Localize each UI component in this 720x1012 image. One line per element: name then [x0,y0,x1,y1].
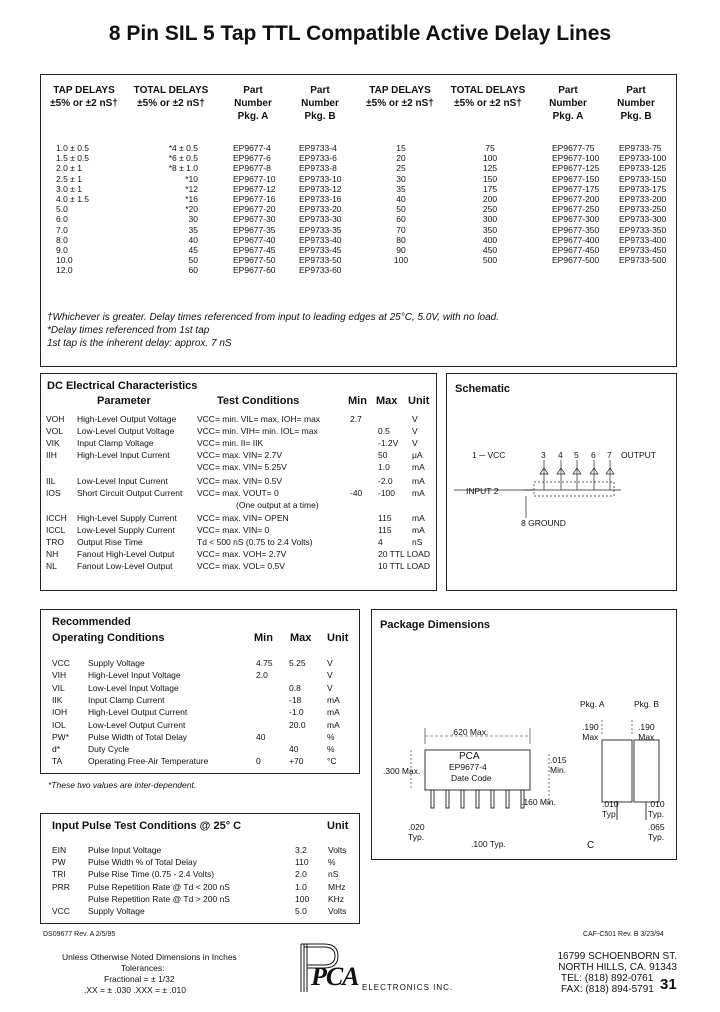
pkga-header: Part Number Pkg. A [234,85,272,122]
rec-min: 40 [256,731,266,742]
pulse-title: Input Pulse Test Conditions @ 25° C [52,820,242,832]
delay-tap-value: 30 [396,173,406,184]
dc-parameter: High-Level Output Voltage [77,414,177,424]
schematic-output: OUTPUT [621,450,656,460]
delay-part-b: EP9733-45 [299,245,342,255]
dc-parameter: Fanout High-Level Output [77,549,175,559]
delay-total-value: *4 ± 0.5 [168,143,198,153]
delay-tap-value: 4.0 ± 1.5 [56,194,90,204]
rec-symbol: VIL [52,682,65,693]
pkg-title: Package Dimensions [380,619,491,631]
pulse-unit: Volts [328,845,347,855]
delay-part-a: EP9677-16 [233,194,276,204]
rec-symbol: VCC [52,658,70,668]
delay-total-value: *16 [185,194,198,204]
delay-note-1: †Whichever is greater. Delay times referenced from input to leading edges at 25°C, 5.0V, with no load. [47,312,500,323]
dc-symbol: VOH [46,414,65,424]
delay-part-b: EP9733-30 [299,214,342,225]
delay-part-b: EP9733-50 [299,255,342,266]
delay-part-b: EP9733-8 [299,163,337,174]
dc-max: 1.0 [378,462,390,472]
dc-symbol: IIH [46,450,57,460]
delay-tap-value: 12.0 [56,265,73,276]
delay-tap-value: 60 [396,214,406,225]
dc-max: 20 TTL LOAD [378,549,430,559]
delay-total-value: 150 [482,173,498,184]
pulse-symbol: TRI [52,869,66,880]
dc-max: 50 [378,450,388,460]
dc-max: 10 TTL LOAD [378,561,430,571]
rec-max: 5.25 [289,658,306,668]
pulse-parameter: Pulse Repetition Rate @ Td > 200 nS [88,893,230,904]
delay-part-b: EP9733-175 [619,183,667,194]
dc-unit: nS [412,537,423,547]
delay-part-a: EP9677-4 [233,143,271,153]
delay-part-a: EP9677-150 [552,173,600,184]
rec-max: +70 [289,756,304,767]
delay-part-b: EP9733-16 [299,194,342,204]
delay-total-value: 100 [482,153,498,164]
delay-total-value: 75 [485,143,495,153]
dc-parameter: Low-Level Output Voltage [77,426,175,436]
pkg-dim-015: .015 Min. [550,755,567,776]
dc-cond-header: Test Conditions [217,395,300,407]
page-title: 8 Pin SIL 5 Tap TTL Compatible Active Delay Lines [108,22,612,45]
dc-parameter: Low-Level Input Current [77,476,168,486]
delay-part-a: EP9677-12 [233,183,276,194]
delay-part-a: EP9677-8 [233,163,271,174]
dc-title: DC Electrical Characteristics [47,380,198,392]
dc-condition: VCC= max. VOH= 2.7V [197,549,287,559]
schematic-title: Schematic [455,383,511,395]
delay-part-b: EP9733-400 [619,234,667,245]
dc-max: -2.0 [378,476,393,486]
dc-condition: VCC= max. VIN= OPEN [197,513,289,523]
pkgb-header-right: Part Number Pkg. B [617,85,655,122]
delay-part-b: EP9733-300 [619,214,667,225]
dc-parameter: Output Rise Time [77,537,143,547]
rec-symbol: VIH [52,670,67,681]
pulse-parameter: Pulse Repetition Rate @ Td < 200 nS [88,881,230,892]
dc-condition: VCC= min. VIL= max. IOH= max [197,414,321,424]
delay-total-value: 250 [482,204,498,215]
dc-max: 0.5 [378,426,390,436]
pkg-dim-100: .100 Typ. [471,839,506,849]
dc-symbol: VIK [46,438,60,448]
dc-parameter: High-Level Supply Current [77,513,177,523]
delay-part-b: EP9733-4 [299,143,337,153]
rec-parameter: Input Clamp Current [88,694,165,705]
footer-tolerance-2: Tolerances: [121,963,165,973]
tap-delay-header: TAP DELAYS ±5% or ±2 nS† [50,85,118,109]
pkgb-header: Part Number Pkg. B [301,85,339,122]
rec-unit: mA [327,707,340,718]
footer-address-2: NORTH HILLS, CA. 91343 [558,962,677,973]
pca-logo-sub: ELECTRONICS INC. [362,983,454,992]
dc-unit: V [412,426,418,436]
delay-part-a: EP9677-30 [233,214,276,225]
delay-tap-value: 10.0 [56,255,73,266]
pkg-label-a: Pkg. A [580,699,605,709]
rec-min-header: Min [254,632,273,644]
delay-part-a: EP9677-250 [552,204,600,215]
delay-part-b: EP9733-6 [299,153,337,164]
pulse-unit: nS [328,869,339,880]
pkg-label-b: Pkg. B [634,699,660,709]
dc-min: -40 [350,488,363,498]
pulse-value: 110 [295,857,309,868]
schematic-tap-6: 6 [591,450,596,460]
dc-unit: mA [412,525,425,535]
delay-part-b: EP9733-35 [299,224,342,235]
delay-tap-value: 2.0 ± 1 [56,163,82,174]
rec-symbol: IIK [52,694,63,705]
pulse-parameter: Pulse Width % of Total Delay [88,857,197,868]
rec-symbol: PW* [52,731,69,742]
delay-total-value: 35 [188,224,198,235]
delay-total-value: *6 ± 0.5 [168,153,198,164]
dc-symbol: ICCH [46,513,67,523]
dc-unit: V [412,438,418,448]
delay-total-value: 400 [482,234,498,245]
rec-unit: V [327,658,333,668]
dc-condition: VCC= max. VIN= 0 [197,525,270,535]
schematic-vcc: 1 ─ VCC [472,450,506,460]
rec-symbol: TA [52,756,63,767]
schematic-tap-3: 3 [541,450,546,460]
delay-tap-value: 70 [396,224,406,235]
delay-part-b: EP9733-125 [619,163,667,174]
delay-total-value: 40 [188,234,198,245]
rec-max: -1.0 [289,707,304,718]
dc-unit: mA [412,462,425,472]
footer-tel: TEL: (818) 892-0761 [561,973,654,984]
delay-total-value: *8 ± 1.0 [168,163,198,174]
delay-part-b: EP9733-450 [619,245,667,255]
delay-tap-value: 100 [393,255,409,266]
delay-tap-value: 6.0 [56,214,68,225]
delay-part-a: EP9677-500 [552,255,600,266]
pulse-unit: Volts [328,906,347,916]
delay-part-a: EP9677-35 [233,224,276,235]
dc-min-header: Min [348,395,367,407]
rec-parameter: Operating Free-Air Temperature [88,756,209,767]
pulse-unit: % [328,857,336,868]
dc-unit-header: Unit [408,395,430,407]
delay-tap-value: 5.0 [56,204,68,215]
pkg-dim-300: .300 Max. [383,766,421,776]
delay-part-b: EP9733-200 [619,194,667,204]
rec-symbol: IOH [52,707,68,718]
pulse-unit-header: Unit [327,820,349,832]
pkg-dim-020: .020 Typ. [408,822,425,843]
rec-min: 0 [256,756,261,767]
delay-tap-value: 3.0 ± 1 [56,183,82,194]
rec-parameter: Low-Level Output Current [88,719,186,730]
pca-logo-text: PCA [311,962,359,991]
delay-part-a: EP9677-50 [233,255,276,266]
delay-total-value: 50 [188,255,198,266]
dc-parameter: Input Clamp Voltage [77,438,154,448]
delay-part-b: EP9733-100 [619,153,667,164]
delay-part-b: EP9733-150 [619,173,667,184]
pkga-header-right: Part Number Pkg. A [549,85,587,122]
pkg-c-mark: C [587,840,595,851]
rec-note: *These two values are inter-dependent. [48,780,197,790]
rec-unit-header: Unit [327,632,349,644]
dc-max: 115 [378,525,392,535]
dc-symbol: IIL [46,476,56,486]
rec-parameter: High-Level Output Current [88,707,188,718]
rec-unit: % [327,731,335,742]
dc-condition: VCC= max. VIN= 0.5V [197,476,283,486]
schematic-input: INPUT 2 [466,486,499,496]
pulse-parameter: Supply Voltage [88,906,145,916]
pulse-value: 3.2 [295,845,307,855]
delay-part-b: EP9733-250 [619,204,667,215]
footer-doc-right: CAF-C501 Rev. B 3/23/94 [583,931,664,938]
dc-parameter: High-Level Input Current [77,450,170,460]
pulse-value: 1.0 [295,881,307,892]
schematic-tap-4: 4 [558,450,563,460]
delay-tap-value: 50 [396,204,406,215]
dc-unit: V [412,414,418,424]
rec-max-header: Max [290,632,312,644]
delay-tap-value: 1.0 ± 0.5 [56,143,90,153]
rec-parameter: Supply Voltage [88,658,145,668]
delay-part-b: EP9733-350 [619,224,667,235]
rec-min: 2.0 [256,670,268,681]
delay-total-value: 500 [482,255,498,266]
delay-total-value: 125 [482,163,498,174]
dc-unit: mA [412,488,425,498]
delay-tap-value: 20 [396,153,406,164]
pulse-symbol: PRR [52,881,70,892]
footer-address-1: 16799 SCHOENBORN ST. [557,951,677,962]
rec-parameter: High-Level Input Voltage [88,670,181,681]
rec-max: -18 [289,694,302,705]
dc-max: -1.2V [378,438,399,448]
delay-total-value: 175 [482,183,498,194]
pulse-parameter: Pulse Input Voltage [88,845,162,855]
delay-tap-value: 35 [396,183,406,194]
delay-tap-value: 7.0 [56,224,68,235]
package-drawing [371,680,677,843]
delay-part-a: EP9677-175 [552,183,600,194]
rec-unit: mA [327,694,340,705]
rec-max: 40 [289,744,299,755]
dc-condition: VCC= max. VIN= 2.7V [197,450,283,460]
delay-part-a: EP9677-10 [233,173,276,184]
schematic-tap-7: 7 [607,450,612,460]
delay-part-b: EP9733-75 [619,143,662,153]
rec-max: 0.8 [289,682,301,693]
dc-condition: Td < 500 nS (0.75 to 2.4 Volts) [197,537,313,547]
tap-delay-header-right: TAP DELAYS ±5% or ±2 nS† [366,85,434,109]
delay-tap-value: 15 [396,143,406,153]
delay-tap-value: 90 [396,245,406,255]
delay-part-a: EP9677-60 [233,265,276,276]
delay-part-a: EP9677-6 [233,153,271,164]
rec-title-1: Recommended [52,616,131,628]
delay-total-value: 450 [482,245,498,255]
delay-tap-value: 40 [396,194,406,204]
delay-total-value: *12 [185,183,198,194]
delay-part-a: EP9677-350 [552,224,600,235]
dc-condition: VCC= min. VIH= min. IOL= max [197,426,318,436]
schematic-tap-5: 5 [574,450,579,460]
footer-fax: FAX: (818) 894-5791 [561,984,654,995]
delay-total-value: 350 [482,224,498,235]
delay-note-3: 1st tap is the inherent delay: approx. 7 nS [47,338,232,349]
dc-symbol: IOS [46,488,61,498]
dc-max: 115 [378,513,392,523]
dc-condition: VCC= min. II= IIK [197,438,264,448]
pulse-parameter: Pulse Rise Time (0.75 - 2.4 Volts) [88,869,215,880]
delay-part-b: EP9733-500 [619,255,667,266]
pulse-unit: KHz [328,893,345,904]
dc-condition: VCC= max. VOL= 0.5V [197,561,285,571]
delay-part-a: EP9677-450 [552,245,600,255]
delay-tap-value: 8.0 [56,234,68,245]
delay-part-b: EP9733-40 [299,234,342,245]
pkg-dim-160: .160 Min. [521,797,556,807]
pulse-unit: MHz [328,881,346,892]
pulse-value: 5.0 [295,906,307,916]
total-delay-header: TOTAL DELAYS ±5% or ±2 nS† [133,85,209,109]
dc-parameter: Low-Level Supply Current [77,525,175,535]
dc-condition: VCC= max. VIN= 5.25V [197,462,287,472]
delay-part-a: EP9677-125 [552,163,600,174]
dc-param-header: Parameter [97,395,151,407]
pulse-symbol: EIN [52,845,67,855]
rec-unit: V [327,682,333,693]
dc-unit: mA [412,476,425,486]
pulse-symbol: PW [52,857,66,868]
delay-total-value: *20 [185,204,198,215]
delay-part-a: EP9677-20 [233,204,276,215]
footer-tolerance-3: Fractional = ± 1/32 [104,974,175,984]
pulse-value: 100 [295,893,310,904]
pulse-symbol: VCC [52,906,70,916]
delay-part-a: EP9677-100 [552,153,600,164]
page-number: 31 [660,976,677,993]
pkg-date: Date Code [451,773,492,783]
delay-tap-value: 9.0 [56,245,68,255]
delay-part-a: EP9677-200 [552,194,600,204]
pkg-dim-010b: .010 Typ. [648,799,665,820]
delay-note-2: *Delay times referenced from 1st tap [47,325,210,336]
rec-unit: °C [327,756,337,767]
total-delay-header-right: TOTAL DELAYS ±5% or ±2 nS† [450,85,526,109]
dc-symbol: TRO [46,537,64,547]
pkg-dim-010a: .010 Typ. [602,799,619,820]
rec-parameter: Duty Cycle [88,744,130,755]
dc-symbol: ICCL [46,525,66,535]
dc-condition: (One output at a time) [236,500,319,510]
dc-unit: μA [412,450,423,460]
delay-part-b: EP9733-20 [299,204,342,215]
footer-doc-left: DS09677 Rev. A 2/5/95 [43,931,116,938]
rec-max: 20.0 [289,719,306,730]
delay-total-value: 30 [188,214,198,225]
dc-parameter: Short Circuit Output Current [77,488,183,498]
schematic-taps [524,460,614,518]
rec-unit: V [327,670,333,681]
delay-tap-value: 25 [396,163,406,174]
pkg-dim-190a: .190 Max [582,722,599,743]
rec-parameter: Pulse Width of Total Delay [88,731,188,742]
footer-tolerance-1: Unless Otherwise Noted Dimensions in Inches [62,952,237,962]
delay-part-a: EP9677-300 [552,214,600,225]
delay-part-a: EP9677-40 [233,234,276,245]
rec-unit: % [327,744,335,755]
delay-part-a: EP9677-75 [552,143,595,153]
dc-symbol: VOL [46,426,64,436]
dc-min: 2.7 [350,414,362,424]
schematic-ground: 8 GROUND [521,518,566,528]
rec-symbol: IOL [52,719,66,730]
delay-part-a: EP9677-45 [233,245,276,255]
dc-parameter: Fanout Low-Level Output [77,561,173,571]
pkg-dim-620: .620 Max. [451,727,489,737]
rec-parameter: Low-Level Input Voltage [88,682,179,693]
dc-max: 4 [378,537,383,547]
delay-part-a: EP9677-400 [552,234,600,245]
delay-total-value: 60 [188,265,198,276]
rec-title-2: Operating Conditions [52,632,165,644]
delay-total-value: *10 [185,173,198,184]
delay-tap-value: 1.5 ± 0.5 [56,153,90,164]
delay-part-b: EP9733-10 [299,173,342,184]
delay-tap-value: 2.5 ± 1 [56,173,82,184]
delay-total-value: 200 [482,194,498,204]
dc-max: -100 [378,488,396,498]
pkg-dim-065: .065 Typ. [648,822,665,843]
rec-symbol: d* [52,744,61,755]
delay-tap-value: 80 [396,234,406,245]
dc-condition: VCC= max. VOUT= 0 [197,488,279,498]
pkg-part: EP9677-4 [449,762,487,772]
delay-total-value: 300 [482,214,498,225]
delay-part-b: EP9733-60 [299,265,342,276]
footer-tolerance-4: .XX = ± .030 .XXX = ± .010 [84,985,186,995]
dc-symbol: NH [46,549,59,559]
pkg-pca: PCA [459,751,480,762]
delay-total-value: 45 [188,245,198,255]
pulse-value: 2.0 [295,869,307,880]
dc-max-header: Max [376,395,398,407]
dc-symbol: NL [46,561,57,571]
dc-unit: mA [412,513,425,523]
pkg-dim-190b: .190 Max [638,722,655,743]
rec-min: 4.75 [256,658,273,668]
delay-part-b: EP9733-12 [299,183,342,194]
rec-unit: mA [327,719,340,730]
